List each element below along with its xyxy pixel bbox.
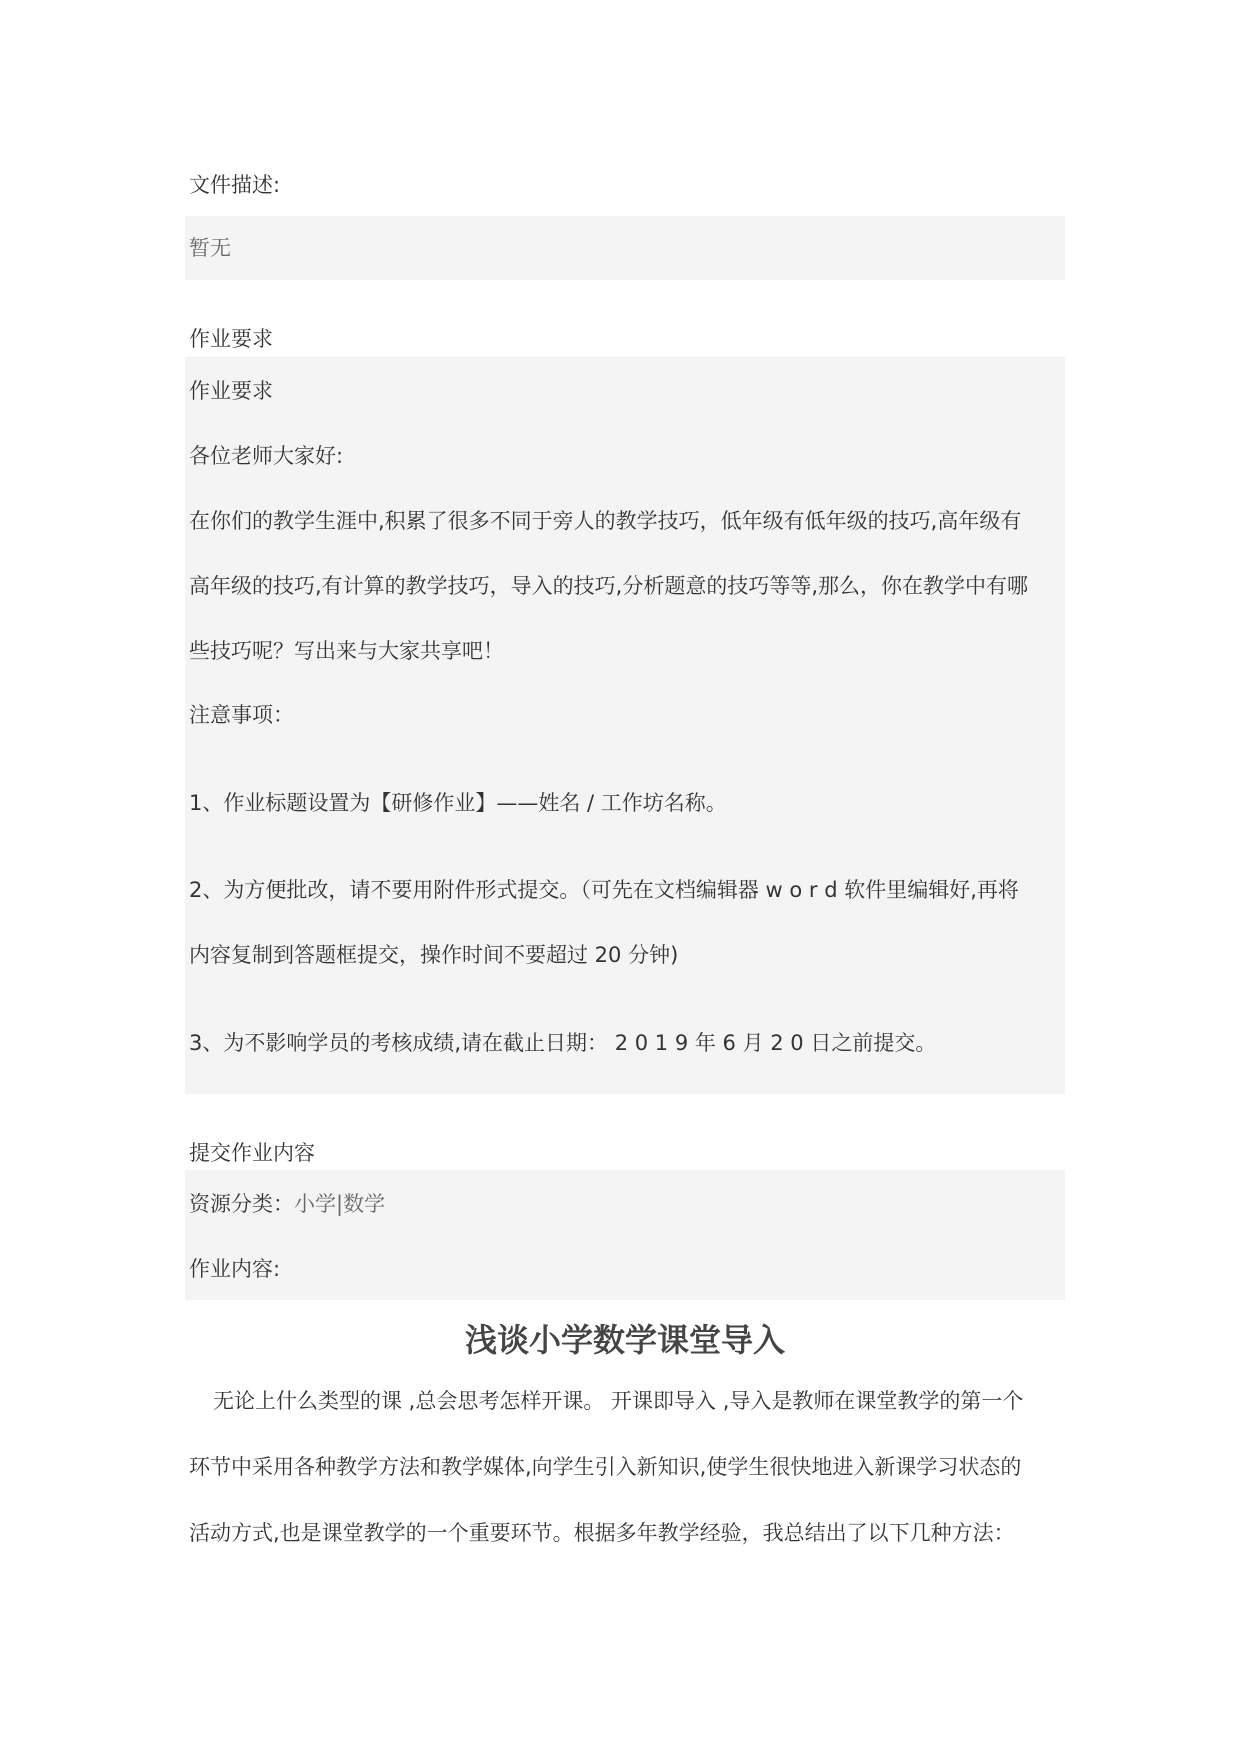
category-value: 小学|数学	[294, 1192, 386, 1216]
file-description-label: 文件描述:	[189, 173, 281, 197]
submission-section-label: 提交作业内容	[189, 1141, 315, 1165]
category-row	[189, 1189, 385, 1219]
article-title: 浅谈小学数学课堂导入	[464, 1321, 785, 1359]
greeting-text: 各位老师大家好:	[189, 444, 344, 468]
requirements-paragraph-line: 在你们的教学生涯中,积累了很多不同于旁人的教学技巧，低年级有低年级的技巧,高年级有	[189, 509, 1022, 533]
note-item: 2、为方便批改，请不要用附件形式提交。（可先在文档编辑器 w o r d 软件里编辑好,再将	[189, 878, 1019, 902]
file-description-value: 暂无	[189, 236, 231, 260]
submission-panel	[185, 1170, 1065, 1300]
notes-label: 注意事项：	[189, 703, 294, 727]
article-line: 活动方式,也是课堂教学的一个重要环节。根据多年教学经验，我总结出了以下几种方法：	[189, 1521, 1015, 1545]
content-label: 作业内容:	[189, 1257, 281, 1281]
note-item: 内容复制到答题框提交，操作时间不要超过 20 分钟)	[189, 943, 679, 967]
note-item: 3、为不影响学员的考核成绩,请在截止日期： 2 0 1 9 年 6 月 2 0 日之前提交。	[189, 1031, 937, 1055]
article-line: 环节中采用各种教学方法和教学媒体,向学生引入新知识,使学生很快地进入新课学习状态的	[189, 1455, 1022, 1479]
file-description-panel	[185, 216, 1065, 280]
homework-requirements-heading: 作业要求	[189, 379, 273, 403]
requirements-paragraph-line: 高年级的技巧,有计算的教学技巧，导入的技巧,分析题意的技巧等等,那么，你在教学中有哪	[189, 574, 1029, 598]
note-item: 1、作业标题设置为【研修作业】——姓名 / 工作坊名称。	[189, 791, 727, 815]
homework-requirements-section-label: 作业要求	[189, 327, 273, 351]
article-line: 无论上什么类型的课 ,总会思考怎样开课。 开课即导入 ,导入是教师在课堂教学的第一个	[213, 1389, 1024, 1413]
category-label: 资源分类：	[189, 1192, 294, 1216]
requirements-paragraph-line: 些技巧呢？写出来与大家共享吧！	[189, 639, 504, 663]
homework-requirements-panel	[185, 357, 1065, 1094]
